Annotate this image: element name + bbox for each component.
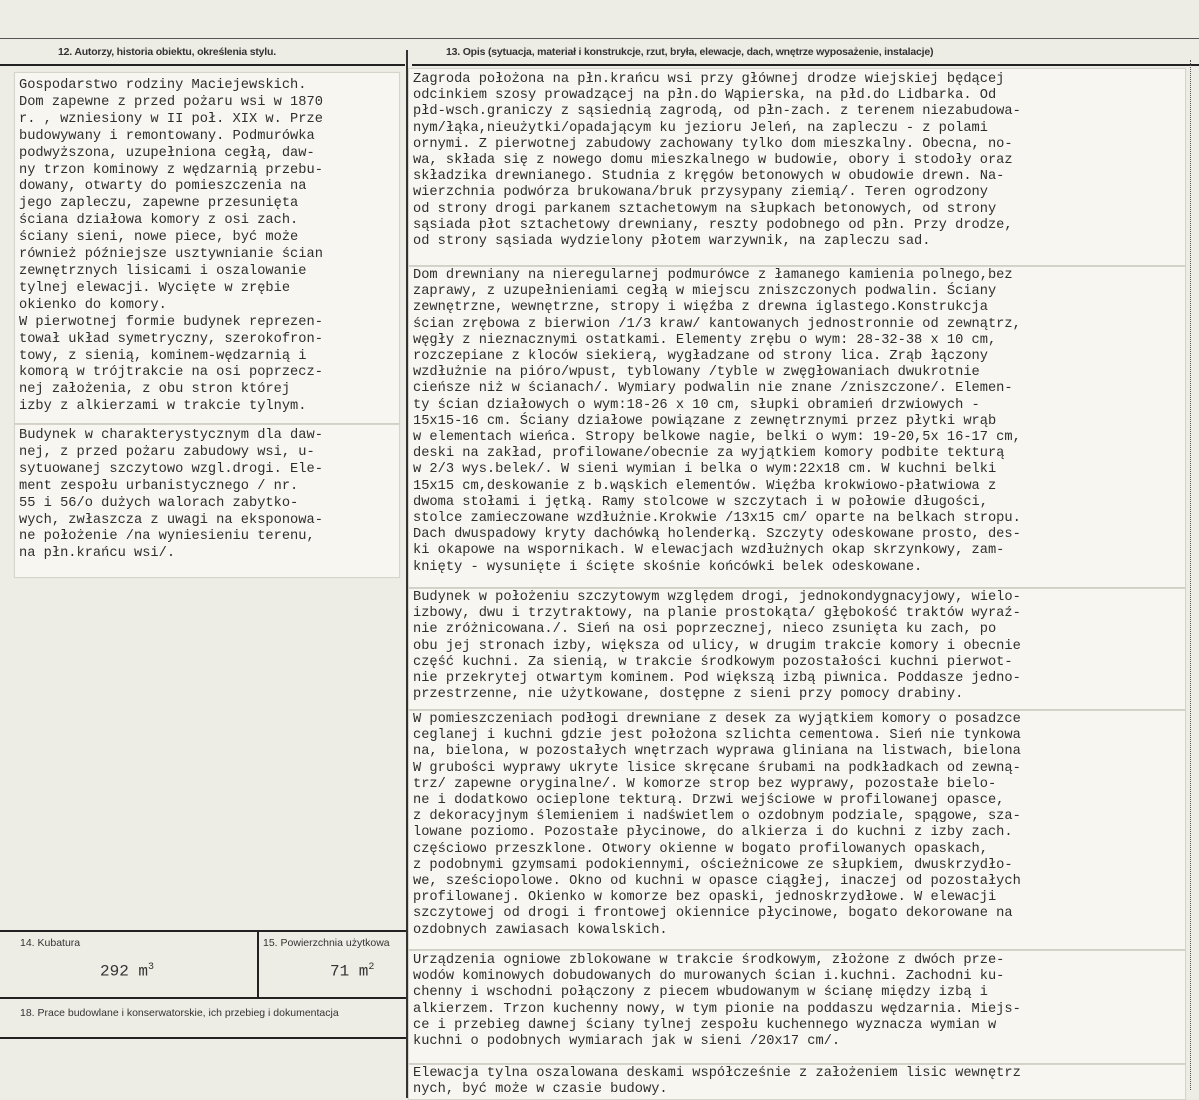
text-line: ny trzon kominowy z wędzarnią przebu-	[19, 162, 323, 178]
section-18-label: 18. Prace budowlane i konserwatorskie, ich przebieg i dokumentacja	[20, 1007, 339, 1019]
text-line: ściana działowa komory z osi zach.	[19, 213, 299, 229]
text-line: szczytowej od drogi i frontowej okiennice płycinowe, bogato dekorowane na	[413, 906, 1013, 922]
right-paragraph-interior	[413, 712, 1021, 939]
text-line: z dekoracyjnym ślemieniem i nadświetlem o ozdobnym podziale, spągowe, sza-	[413, 809, 1021, 825]
text-line: jego zapleczu, zapewne przesunięta	[19, 196, 299, 212]
text-line: Dach dwuspadowy kryty dachówką holenderką. Szczyty odeskowane prosto, des-	[413, 527, 1021, 543]
right-paragraph-rear-elevation	[413, 1066, 1021, 1098]
text-line: wierzchnia podwórza brukowana/bruk przysypany ziemią/. Teren ogrodzony	[413, 185, 988, 201]
text-line: 15x15-16 cm. Ściany działowe powiązane z zewnętrznymi przez płytki wrąb	[413, 413, 997, 429]
text-line: wodów kominowych dobudowanych do murowanych ścian i.kuchni. Zachodni ku-	[413, 969, 1005, 985]
text-line: część kuchni. Za sienią, w trakcie środkowym pozostałości kuchni pierwot-	[413, 654, 1013, 670]
section-15-label: 15. Powierzchnia użytkowa	[263, 937, 390, 949]
header-rule-right	[412, 64, 1199, 66]
left-paragraph-1	[19, 78, 323, 416]
text-line: r. , wzniesiony w II poł. XIX w. Prze	[19, 111, 323, 127]
text-line: alkierzem. Trzon kuchenny nowy, w tym pionie na poddaszu wędzarnia. Miejs-	[413, 1001, 1021, 1017]
text-line: profilowanej. Okienko w komorze bez opaski, jednoskrzydłowe. W elewacji	[413, 890, 997, 906]
text-line: deski na zakład, profilowane/obecnie za wyjątkiem komory podbite tekturą	[413, 446, 1005, 462]
text-line: wych, zwłaszcza z uwagi na eksponowa-	[19, 512, 323, 528]
section-13-header: 13. Opis (sytuacja, materiał i konstrukcje, rzut, bryła, elewacje, dach, wnętrze wyposażenie, instalacje)	[446, 46, 934, 58]
text-line: ceglanej i kuchni gdzie jest położona szlichta cementowa. Sień nie tynkowa	[413, 728, 1021, 744]
text-line: na, bielona, w pozostałych wnętrzach wyprawa gliniana na listwach, bielona	[413, 744, 1021, 760]
kubatura-value: 292 $m^3$	[100, 962, 155, 981]
text-line: przestrzenne, nie użytkowane, dostępne z sieni przy pomocy drabiny.	[413, 687, 964, 703]
text-line: zaprawy, z uzupełnieniami cegłą w miejscu zniszczonych podwalin. Ściany	[413, 284, 997, 300]
right-paragraph-heating	[413, 953, 1021, 1050]
text-line: węgły z nieznacznymi ostatkami. Elementy zrębu o wym: 28-32-38 x 10 cm,	[413, 332, 997, 348]
text-line: w elementach wieńca. Stropy belkowe nagie, belki o wym: 19-20,5x 16-17 cm,	[413, 430, 1021, 446]
text-line: nie zróżnicowana./. Sień na osi poprzecznej, nieco zsunięta ku zach, po	[413, 622, 997, 638]
text-line: nym/łąka,nieużytki/opadającym ku jezioru Jeleń, na zapleczu - z polami	[413, 120, 988, 136]
text-line: ścian zrębowa z bierwion /1/3 kraw/ kantowanych jednostronnie od zewnątrz,	[413, 316, 1021, 332]
text-line: sąsiada płot sztachetowy drewniany, reszty podobnego od płn. Przy drodze,	[413, 217, 1013, 233]
text-line: tował układ symetryczny, szerokofron-	[19, 331, 323, 347]
text-line: Gospodarstwo rodziny Maciejewskich.	[19, 78, 307, 93]
text-line: wa, składa się z nowego domu mieszkalnego w budowie, obory i stodoły oraz	[413, 153, 1013, 169]
text-line: Urządzenia ogniowe zblokowane w trakcie środkowym, złożone z dwóch prze-	[413, 953, 1005, 968]
text-line: lowane poziomo. Pozostałe płycinowe, do alkierza i do kuchni z izby zach.	[413, 825, 1013, 841]
text-line: ściany sieni, nowe piece, być może	[19, 230, 299, 246]
text-line: komorą w trójtrakcie na osi poprzecz-	[19, 365, 323, 381]
rule-above-18	[0, 997, 406, 999]
text-line: ne i dodatkowo ocieplone tekturą. Drzwi wejściowe w profilowanej opasce,	[413, 793, 1005, 809]
text-line: dowany, otwarty do pomieszczenia na	[19, 179, 307, 195]
text-line: z podobnymi gzymsami podokiennymi, ościeżnicowe ze słupkiem, dwuskrzydło-	[413, 857, 1013, 873]
text-line: dwoma stołami i jętką. Ramy stolcowe w szczytach i w połowie długości,	[413, 494, 988, 510]
text-line: zewnętrznych lisicami i oszalowanie	[19, 263, 307, 279]
text-line: odcinkiem szosy prowadzącej na płn.do Wąpierska, na płd.do Lidbarka. Od	[413, 88, 997, 104]
text-line: na płn.krańcu wsi/.	[19, 546, 176, 562]
text-line: ce i przebieg dawnej ściany tylnej zespołu kuchennego wyznacza wymian w	[413, 1017, 997, 1033]
text-line: składzika drewnianego. Studnia z kręgów betonowych w obudowie drewn. Na-	[413, 169, 1005, 185]
text-line: izbowy, dwu i trzytraktowy, na planie prostokąta/ głębokość traktów wyraź-	[413, 606, 1021, 622]
right-edge-dotted	[1190, 60, 1191, 1090]
text-line: również późniejsze usztywnianie ścian	[19, 247, 323, 263]
text-line: ozdobnych zawiasach kowalskich.	[413, 922, 668, 938]
text-line: Dom drewniany na nieregularnej podmurówce z łamanego kamienia polnego,bez	[413, 268, 1013, 283]
text-line: nej, z przed pożaru zabudowy wsi, u-	[19, 444, 315, 460]
text-line: nie przekrytej otwartym kominem. Pod większą izbą piwnica. Poddasze jedno-	[413, 671, 1021, 687]
text-line: sytuowanej szczytowo wzgl.drogi. Ele-	[19, 461, 323, 477]
text-line: Elewacja tylna oszalowana deskami współcześnie z założeniem lisic wewnętrz	[413, 1066, 1021, 1081]
text-line: 55 i 56/o dużych walorach zabytko-	[19, 495, 299, 511]
text-line: podwyższona, uzupełniona cegłą, daw-	[19, 145, 315, 161]
text-line: Budynek w charakterystycznym dla daw-	[19, 428, 323, 443]
text-line: budowywany i remontowany. Podmurówka	[19, 128, 315, 144]
text-line: we, sześciopolowe. Okno od kuchni w opasce ciągłej, inaczej od pozostałych	[413, 874, 1021, 890]
text-line: W grubości wyprawy ukryte lisice skręcane śrubami na podkładkach od zewną-	[413, 760, 1021, 776]
section-12-header: 12. Autorzy, historia obiektu, określenia stylu.	[58, 46, 276, 58]
text-line: od strony drogi parkanem sztachetowym na słupkach betonowych, od strony	[413, 201, 997, 217]
text-line: od strony sąsiada wydzielony płotem warzywnik, na zapleczu sad.	[413, 234, 931, 250]
text-line: 15x15 cm,deskowanie z b.wąskich elementów. Więźba krokwiowo-płatwiowa z	[413, 478, 997, 494]
text-line: W pomieszczeniach podłogi drewniane z desek za wyjątkiem komory o posadzce	[413, 712, 1021, 727]
right-paragraph-plan	[413, 590, 1021, 703]
text-line: kuchni o podobnych wymiarach jak w sieni /20x17 cm/.	[413, 1034, 841, 1050]
text-line: Zagroda położona na płn.krańcu wsi przy głównej drodze wiejskiej będącej	[413, 72, 1005, 87]
text-line: chenny i wschodni połączony z piecem wbudowanym w ścianę między izbą i	[413, 985, 988, 1001]
left-paragraph-2	[19, 428, 323, 563]
text-line: częściowo przeszklone. Otwory okienne w bogato profilowanych opaskach,	[413, 841, 988, 857]
text-line: okienko do komory.	[19, 297, 167, 313]
rule-between-14-15	[257, 930, 259, 998]
text-line: ornymi. Z pierwotnej zabudowy zachowany tylko dom mieszkalny. Obecna, no-	[413, 136, 1013, 152]
text-line: zewnętrzne, wewnętrzne, stropy i więźba z drewna iglastego.Konstrukcja	[413, 300, 988, 316]
text-line: w 2/3 wys.belek/. W sieni wymian i belka o wym:22x18 cm. W kuchni belki	[413, 462, 997, 478]
text-line: ment zespołu urbanistycznego / nr.	[19, 478, 299, 494]
text-line: W pierwotnej formie budynek reprezen-	[19, 314, 323, 330]
text-line: obu jej stronach izby, większa od ulicy, w drugim trakcie komory i obecnie	[413, 638, 1021, 654]
text-line: ne położenie /na wyniesieniu terenu,	[19, 529, 315, 545]
text-line: ki okapowe na wspornikach. W elewacjach wzdłużnych okap skrzynkowy, zam-	[413, 543, 1005, 559]
text-line: płd-wsch.graniczy z sąsiednią zagrodą, od płn-zach. z terenem niezabudowa-	[413, 104, 1021, 120]
text-line: rozczepiane z kloców siekierą, wygładzane od strony lica. Zrąb łączony	[413, 349, 988, 365]
header-rule-left	[0, 64, 405, 66]
text-line: cieńsze niż w ścianach/. Wymiary podwalin nie znane /zniszczone/. Elemen-	[413, 381, 1013, 397]
text-line: ty ścian działowych o wym:18-26 x 10 cm, słupki obramień drzwiowych -	[413, 397, 980, 413]
text-line: trz/ zapewne oryginalne/. W komorze strop bez wyprawy, pozostałe bielo-	[413, 776, 997, 792]
section-14-label: 14. Kubatura	[20, 937, 81, 949]
text-line: wzdłużnie na pióro/wpust, tyblowany /tyble w zwęgłowaniach dwukrotnie	[413, 365, 980, 381]
text-line: knięty - wysunięte i ścięte skośnie końcówki belek odeskowane.	[413, 559, 923, 575]
text-line: izby z alkierzami w trakcie tylnym.	[19, 399, 307, 415]
text-line: tylnej elewacji. Wycięte w zrębie	[19, 280, 291, 296]
text-line: nych, być może w czasie budowy.	[413, 1082, 668, 1098]
text-line: Dom zapewne z przed pożaru wsi w 1870	[19, 94, 323, 110]
rule-below-18	[0, 1037, 406, 1039]
powierzchnia-value: 71 $m^2$	[330, 962, 375, 981]
text-line: Budynek w położeniu szczytowym względem drogi, jednokondygnacyjowy, wielo-	[413, 590, 1021, 605]
top-rule	[0, 38, 1199, 39]
right-paragraph-situation	[413, 72, 1021, 250]
rule-above-14	[0, 930, 406, 932]
text-line: nej założenia, z obu stron której	[19, 382, 291, 398]
text-line: towy, z sienią, kominem-wędzarnią i	[19, 348, 307, 364]
text-line: stolce zamieczowane wzdłużnie.Krokwie /13x15 cm/ oparte na belkach stropu.	[413, 511, 1021, 527]
right-paragraph-construction	[413, 268, 1021, 576]
